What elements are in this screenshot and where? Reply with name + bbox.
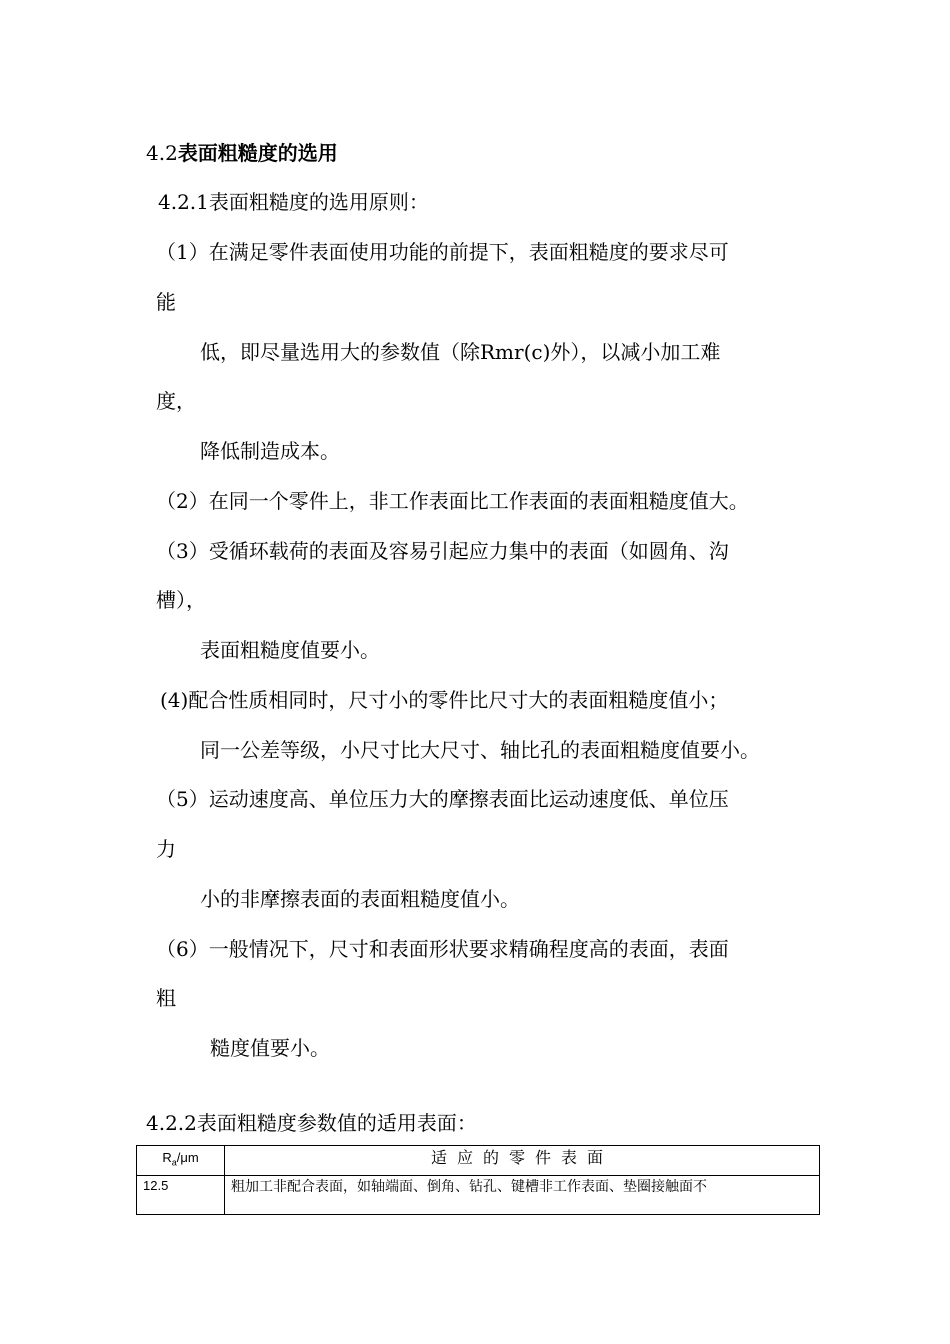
table-row <box>137 1175 820 1214</box>
paragraph-line: （3）受循环载荷的表面及容易引起应力集中的表面（如圆角、沟 <box>156 539 729 563</box>
section-heading-title: 表面粗糙度的选用 <box>177 141 338 165</box>
paragraph-line: （1）在满足零件表面使用功能的前提下，表面粗糙度的要求尽可 <box>156 240 729 264</box>
paragraph-line: 小的非摩擦表面的表面粗糙度值小。 <box>200 887 520 911</box>
table-header-row <box>137 1146 820 1176</box>
paragraph-line: 低，即尽量选用大的参数值（除Rmr(c)外），以减小加工难 <box>200 340 721 364</box>
paragraph-line: (4)配合性质相同时，尺寸小的零件比尺寸大的表面粗糙度值小； <box>160 688 729 712</box>
paragraph-line: （5）运动速度高、单位压力大的摩擦表面比运动速度低、单位压 <box>156 787 729 811</box>
ra-unit: /μm <box>176 1150 199 1165</box>
table-header-surface: 适应的零件表面 <box>225 1146 820 1176</box>
ra-symbol: R <box>162 1150 172 1165</box>
subsection-title-1: 4.2.1表面粗糙度的选用原则： <box>158 190 429 214</box>
paragraph-line: 槽）， <box>156 588 206 612</box>
paragraph-line: 表面粗糙度值要小。 <box>200 638 380 662</box>
table-cell-surface: 粗加工非配合表面，如轴端面、倒角、钻孔、键槽非工作表面、垫圈接触面不 <box>225 1175 820 1214</box>
paragraph-line: 糙度值要小。 <box>210 1036 330 1060</box>
section-heading-number: 4.2 <box>146 141 178 165</box>
table-cell-value: 12.5 <box>137 1175 225 1214</box>
table-header-ra <box>137 1146 225 1176</box>
paragraph-line: 力 <box>156 837 176 861</box>
section-heading <box>146 140 338 166</box>
paragraph-line: 度， <box>156 389 196 413</box>
paragraph-line: 同一公差等级，小尺寸比大尺寸、轴比孔的表面粗糙度值要小。 <box>200 738 760 762</box>
subsection-title-2: 4.2.2表面粗糙度参数值的适用表面： <box>146 1111 477 1135</box>
paragraph-line: 能 <box>156 290 176 314</box>
ra-subscript: a <box>171 1157 177 1168</box>
paragraph-line: 降低制造成本。 <box>200 439 340 463</box>
paragraph-line: （2）在同一个零件上，非工作表面比工作表面的表面粗糙度值大。 <box>156 489 749 513</box>
paragraph-line: （6）一般情况下，尺寸和表面形状要求精确程度高的表面，表面 <box>156 937 729 961</box>
paragraph-line: 粗 <box>156 986 176 1010</box>
roughness-table <box>136 1145 820 1215</box>
